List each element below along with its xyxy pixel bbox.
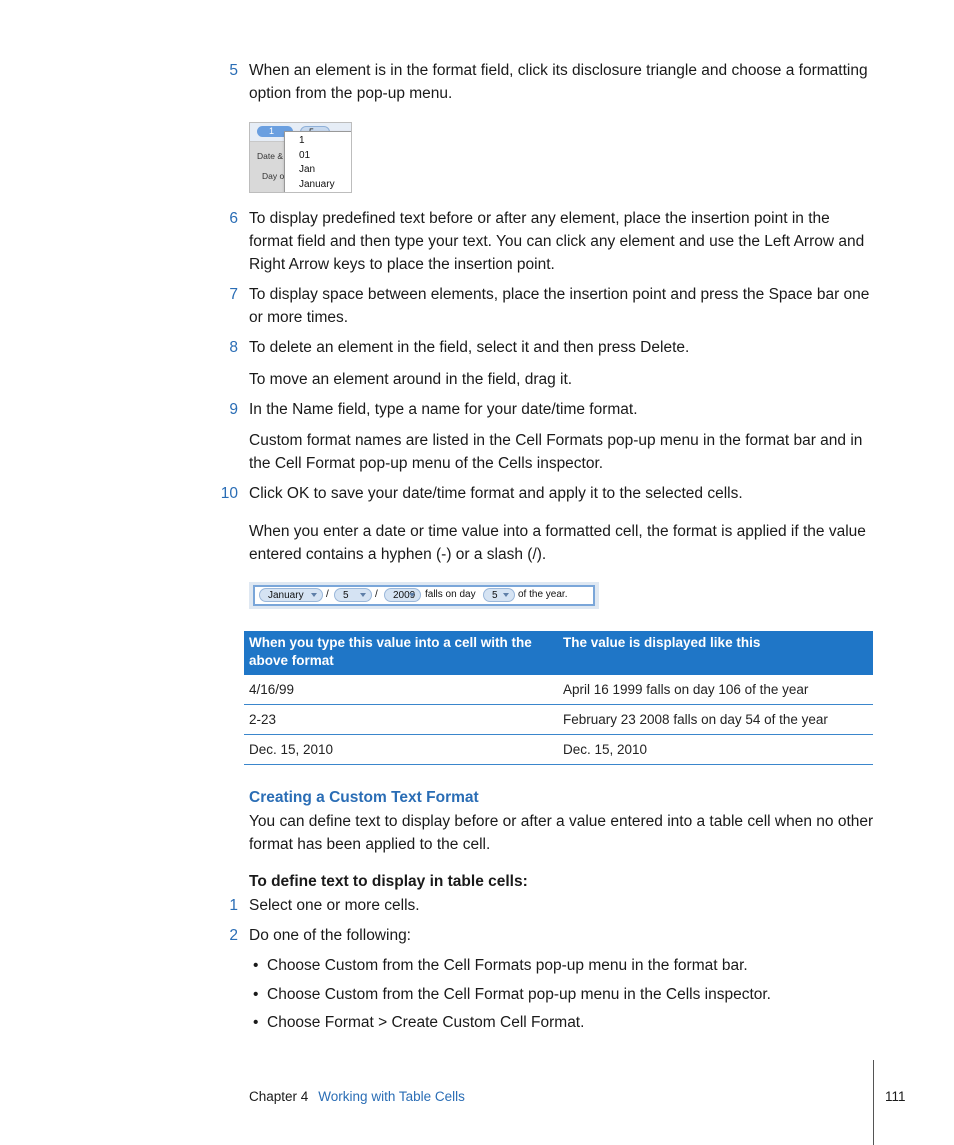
format-separator: / — [326, 589, 329, 600]
format-token-day-of-year[interactable]: 5 — [483, 588, 515, 602]
format-token-day[interactable]: 5 — [334, 588, 372, 602]
step-text: To display predefined text before or after any element, place the insertion point in the format field and then type your text. You can click any element and use the Left Arrow and Right Arrow keys to place the insertion point. — [249, 210, 865, 273]
step-note: To move an element around in the field, drag it. — [249, 371, 573, 388]
step-text: To display space between elements, place the insertion point and press the Space bar one or more times. — [249, 286, 870, 326]
page-footer — [249, 1087, 465, 1107]
task-heading: To define text to display in table cells: — [249, 873, 528, 890]
format-token-month[interactable]: January — [259, 588, 323, 602]
step-text: Do one of the following: — [249, 927, 411, 944]
table-header-cell: When you type this value into a cell with the above format — [244, 631, 558, 675]
menu-item[interactable]: January — [299, 178, 335, 190]
step-text: When an element is in the format field, click its disclosure triangle and choose a formatting option from the pop-up menu. — [249, 62, 868, 102]
page-number: 111 — [885, 1089, 906, 1104]
table-cell: 2-23 — [244, 705, 558, 735]
step-number: 9 — [229, 401, 238, 418]
step-text: Click OK to save your date/time format and apply it to the selected cells. — [249, 485, 743, 502]
step-text: To delete an element in the field, select it and then press Delete. — [249, 339, 690, 356]
table-cell: April 16 1999 falls on day 106 of the year — [558, 675, 873, 705]
step-number: 8 — [229, 339, 238, 356]
step-note: Custom format names are listed in the Cell Formats pop-up menu in the format bar and in the Cell Format pop-up menu of the Cells inspector. — [249, 432, 863, 472]
section-intro: You can define text to display before or after a value entered into a table cell when no other format has been applied to the cell. — [249, 813, 874, 853]
bullet-mark: • — [253, 986, 259, 1003]
table-cell: February 23 2008 falls on day 54 of the year — [558, 705, 873, 735]
footer-chapter-title[interactable]: Working with Table Cells — [318, 1089, 465, 1104]
step-number: 2 — [229, 927, 238, 944]
table-row — [244, 705, 873, 735]
examples-table — [244, 631, 873, 765]
step-number: 10 — [220, 485, 238, 502]
table-header-row — [244, 631, 873, 675]
dialog-label: Date & — [257, 151, 283, 161]
menu-item[interactable]: 01 — [299, 149, 311, 161]
step-number: 1 — [229, 897, 238, 914]
bullet-item: Choose Custom from the Cell Format pop-up menu in the Cells inspector. — [267, 986, 771, 1003]
bullet-mark: • — [253, 957, 259, 974]
menu-item[interactable]: Jan — [299, 164, 316, 175]
format-token-year[interactable]: 2009 — [384, 588, 421, 602]
step-text: In the Name field, type a name for your date/time format. — [249, 401, 638, 418]
date-format-field-screenshot — [249, 582, 599, 609]
step-number: 7 — [229, 286, 238, 303]
table-cell: Dec. 15, 2010 — [558, 735, 873, 765]
menu-item[interactable]: 1 — [299, 135, 305, 146]
format-token: 1 — [257, 126, 293, 137]
format-popup-menu — [284, 131, 352, 193]
bullet-item: Choose Format > Create Custom Cell Format. — [267, 1014, 585, 1031]
format-separator: / — [375, 589, 378, 600]
bullet-item: Choose Custom from the Cell Formats pop-up menu in the format bar. — [267, 957, 748, 974]
format-text: falls on day — [425, 589, 476, 600]
step-note: When you enter a date or time value into a formatted cell, the format is applied if the value entered contains a hyphen (-) or a slash (/). — [249, 523, 866, 563]
table-row — [244, 735, 873, 765]
step-text: Select one or more cells. — [249, 897, 420, 914]
footer-chapter: Chapter 4 — [249, 1089, 309, 1104]
step-number: 5 — [229, 62, 238, 79]
table-row — [244, 675, 873, 705]
footer-divider — [873, 1060, 874, 1145]
table-header-cell: The value is displayed like this — [558, 631, 873, 675]
table-cell: Dec. 15, 2010 — [244, 735, 558, 765]
format-field — [253, 585, 595, 606]
table-cell: 4/16/99 — [244, 675, 558, 705]
bullet-mark: • — [253, 1014, 259, 1031]
dialog-label: Day o — [262, 171, 285, 181]
format-popup-screenshot — [249, 122, 352, 193]
format-text: of the year. — [518, 589, 568, 600]
step-number: 6 — [229, 210, 238, 227]
section-heading: Creating a Custom Text Format — [249, 789, 479, 806]
